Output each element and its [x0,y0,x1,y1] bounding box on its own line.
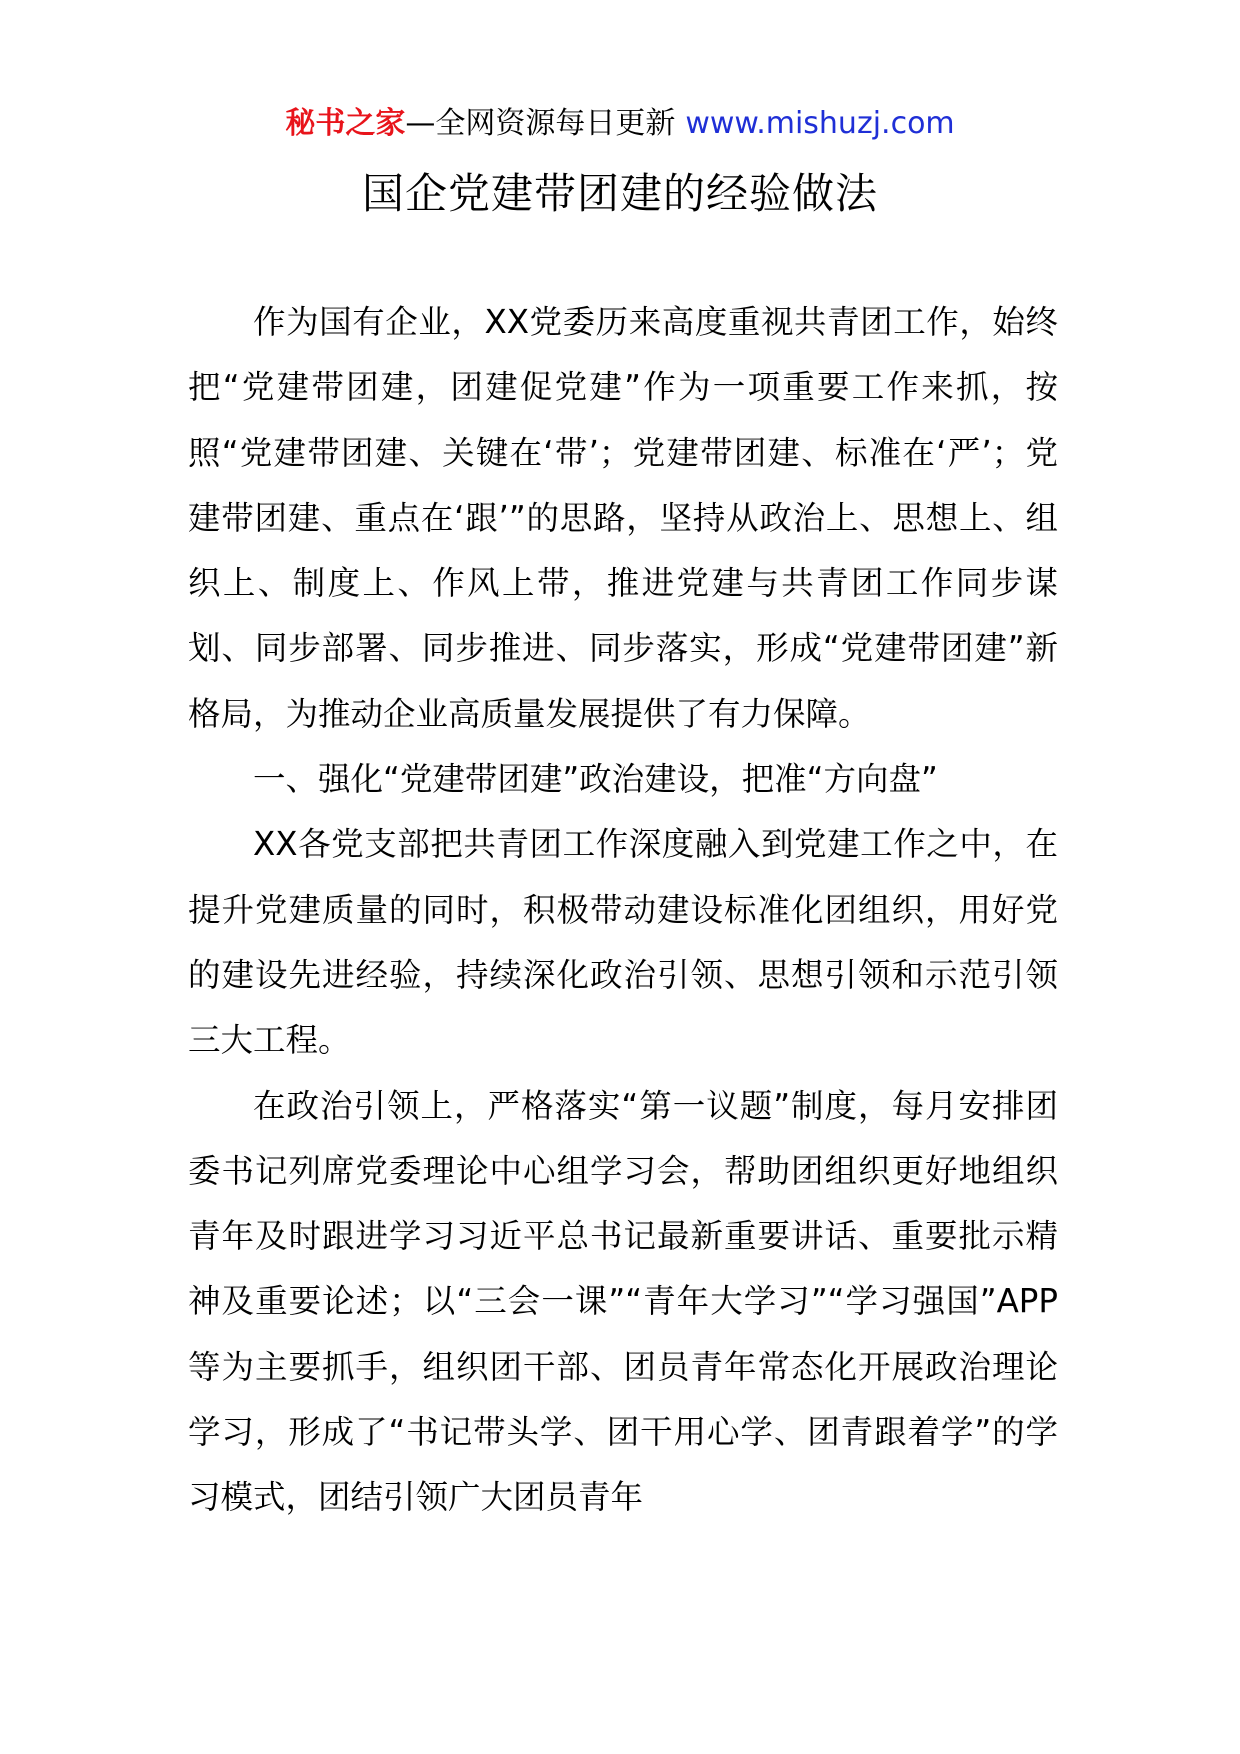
document-title: 国企党建带团建的经验做法 [361,169,878,218]
section-heading-1: 一、强化“党建带团建”政治建设，把准“方向盘” [253,760,938,799]
header-tagline: —全网资源每日更新 [405,106,676,141]
paragraph-section-1: XX各党支部把共青团工作深度融入到党建工作之中，在提升党建质量的同时，积极带动建设标准化团组织，用好党的建设先进经验，持续深化政治引领、思想引领和示范引领三大工程。 [188,825,1058,1060]
paragraph-intro: 作为国有企业，XX党委历来高度重视共青团工作，始终把“党建带团建，团建促党建”作为一项重要工作来抓，按照“党建带团建、关键在‘带’；党建带团建、标准在‘严’；党建带团建、重点在‘跟’”的思路，坚持从政治上、思想上、组织上、制度上、作风上带，推进党建与共青团工作同步谋划、同步部署、同步推进、同步落实，形成“党建带团建”新格局，为推动企业高质量发展提供了有力保障。 [188,303,1058,733]
site-header [0,102,1240,146]
document-body [188,290,1058,1531]
site-url-link[interactable]: www.mishuzj.com [685,106,955,141]
paragraph-political-guidance: 在政治引领上，严格落实“第一议题”制度，每月安排团委书记列席党委理论中心组学习会，帮助团组织更好地组织青年及时跟进学习习近平总书记最新重要讲话、重要批示精神及重要论述；以“三会一课”“青年大学习”“学习强国”APP等为主要抓手，组织团干部、团员青年常态化开展政治理论学习，形成了“书记带头学、团干用心学、团青跟着学”的学习模式，团结引领广大团员青年 [188,1086,1058,1517]
brand-name: 秘书之家 [285,106,406,141]
